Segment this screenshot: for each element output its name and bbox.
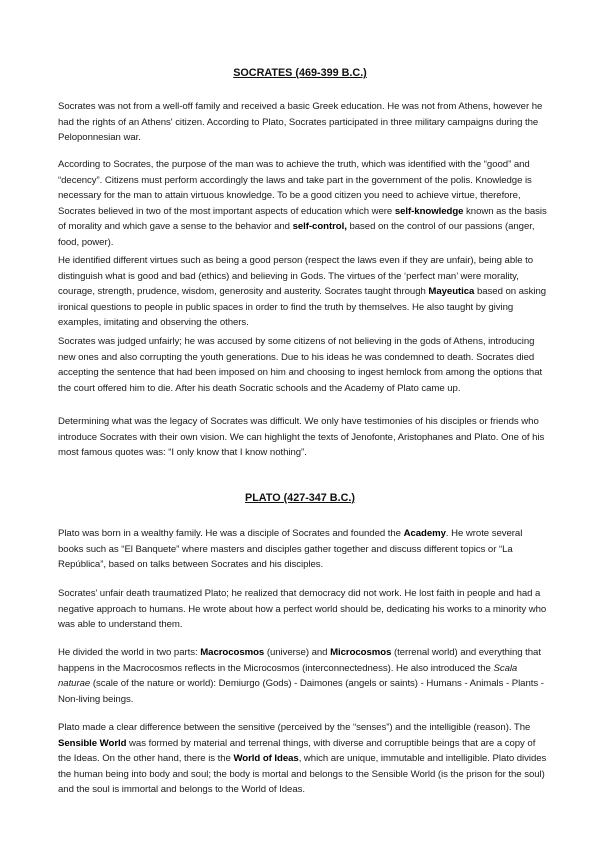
scala-naturae-term: Scala naturae — [58, 662, 518, 690]
socrates-paragraph-1: Socrates was not from a well-off family and received a basic Greek education. He was not from Athens, however he had the rights of an Athens' citizen. According to Plato, Socrates participated in three military campaigns during the Peloponnesian war. — [58, 101, 543, 144]
microcosmos-term: Microcosmos — [330, 647, 392, 658]
socrates-heading: SOCRATES (469-399 B.C.) — [233, 67, 367, 79]
sensible-world-term: Sensible World — [58, 737, 127, 749]
self-knowledge-term: self-knowledge — [394, 205, 464, 217]
plato-paragraph-2: Socrates’ unfair death traumatized Plato; he realized that democracy did not work. He lost faith in people and had a negative approach to humans. He wrote about how a perfect world should be, dedicating his works to a minority who was able to understand them. — [58, 588, 547, 631]
socrates-paragraph-3: He identified different virtues such as being a good person (respect the laws even if they are unfair), being able to distinguish what is good and bad (ethics) and believing in Gods. The virtues of the ‘perfect man’ were morality, courage, strength, prudence, wisdom, generosity and austerity. Socrates taught through Mayeutica based on asking ironical questions to people in public spaces in order to find the truth by themselves. He also taught by giving examples, imitating and observing the others. — [58, 255, 547, 329]
mayeutica-term: Mayeutica — [428, 286, 475, 298]
socrates-paragraph-2: According to Socrates, the purpose of the man was to achieve the truth, which was identified with the “good” and “decency”. Citizens must perform accordingly the laws and take part in the government of the polis. Knowledge is necessary for the man to attain virtuous knowledge. To be a good citizen you need to achieve virtue, therefore, Socrates believed in two of the most important aspects of education which were self-knowledge known as the basis of morality and which gave a sense to the behavior and self-control, based on the control of our passions (anger, food, power). — [58, 159, 547, 248]
macrocosmos-term: Macrocosmos — [200, 647, 265, 658]
plato-paragraph-3: He divided the world in two parts: Macrocosmos (universe) and Microcosmos (terrenal world) and everything that happens in the Macrocosmos reflects in the Microcosmos (interconnectedness). He also introduced the Scala naturae (scale of the nature or world): Demiurgo (Gods) - Daimones (angels or saints) - Humans - Animals - Plants - Non-living beings. — [58, 647, 544, 705]
plato-heading: PLATO (427-347 B.C.) — [245, 492, 355, 504]
socrates-paragraph-4: Socrates was judged unfairly; he was accused by some citizens of not believing in the gods of Athens, introducing new ones and also corrupting the youth generations. Due to his ideas he was condemned to death. Socrates died accepting the sentence that had been imposed on him and choosing to ingest hemlock from among the options that the court offered him to die. After his death Socratic schools and the Academy of Plato came up. — [58, 336, 543, 394]
socrates-paragraph-5: Determining what was the legacy of Socrates was difficult. We only have testimonies of his disciples or friends who introduce Socrates with their own vision. We can highlight the texts of Jenofonte, Aristophanes and Plato. One of his most famous quotes was: “I only know that I know nothing”. — [58, 416, 545, 459]
self-control-term: self-control, — [292, 221, 347, 233]
plato-paragraph-1: Plato was born in a wealthy family. He was a disciple of Socrates and founded the Academy. He wrote several books such as “El Banquete” where masters and disciples gather together and discuss different topics or “La República”, based on talks between Socrates and his disciples. — [58, 528, 523, 571]
plato-paragraph-4: Plato made a clear difference between the sensitive (perceived by the “senses”) and the intelligible (reason). The Sensible World was formed by material and terrenal things, with diverse and corruptible beings that are a copy of the Ideas. On the other hand, there is the World of Ideas, which are unique, immutable and intelligible. Plato divides the human being into body and soul; the body is mortal and belongs to the Sensible World (is the prison for the soul) and the soul is immortal and belongs to the World of Ideas. — [58, 722, 547, 796]
world-of-ideas-term: World of Ideas — [233, 753, 299, 765]
academy-term: Academy — [403, 528, 446, 539]
